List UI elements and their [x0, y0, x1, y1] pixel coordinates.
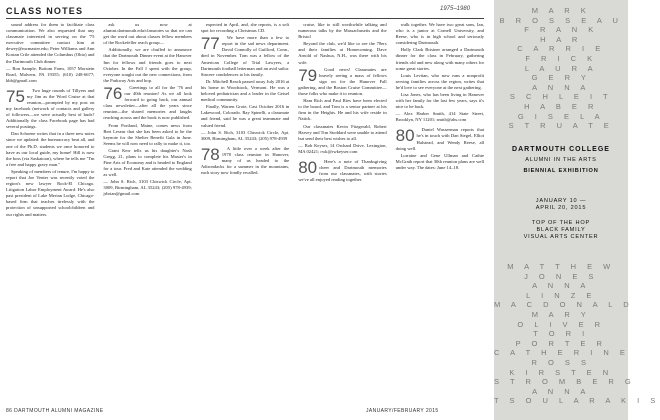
artist-name: B R O S S E A U — [499, 15, 623, 25]
page-footer-right: JANUARY/FEBRUARY 2015 — [366, 408, 439, 414]
paragraph: Ham Rich and Paul Ries have been elected to the board, and Tom is a senior partner at his firm in the Heights. He and his wife reside in Natick. — [298, 98, 387, 122]
paragraph: Daniel Wasserman reports that he's in touch with Dan Siegel, Elliot Halstead, and Wendy Reese, all doing well. — [395, 127, 485, 151]
artist-name: F R I C K — [525, 53, 597, 63]
header-divider — [6, 18, 484, 19]
paragraph: Dr. Mitchell Reach passed away July 2016 at his home in Woodstock, Vermont. He was a beloved pediatrician and a leader in the Geisel medical community. — [200, 78, 290, 103]
class-secretary-signature: — Ron Sample, Bottom Farm, 1057 Morstein Road, Malvern, PA 19355; (610) 248-6677; kbb@gmail.com — [6, 65, 95, 83]
artist-name: F R A N K — [524, 25, 598, 35]
class-notes-columns — [6, 22, 484, 400]
date-line: APRIL 20, 2015 — [535, 205, 587, 211]
paragraph: ask us now at alumni.dartmouth.edu/classnotes so that we can get the word out about classes fellow members of the Rockefeller reach group— — [103, 22, 192, 46]
date-line: JANUARY 10 — — [535, 198, 587, 204]
artist-name: H A R — [540, 34, 582, 44]
paragraph: Lorraine and Gene Ullman and Cathie McGrath report that 30th reunion plans are well under way. The dates: June 14–18. — [395, 152, 485, 170]
college-name: DARTMOUTH COLLEGE — [512, 146, 610, 153]
class-year-numeral: 76 — [103, 83, 123, 103]
exhibition-venue — [494, 220, 628, 241]
artist-name: A N N A — [532, 281, 590, 291]
paragraph: Two huge rounds of Tillyers and my Jim as the Word Cruise at that reunion—prompted by my post on my facebook (network of contacts and gallery of followers—we were actually best of buds? Additionally the class Facebook page has had several postings. — [6, 87, 95, 130]
artist-name: C A R R I E — [517, 44, 605, 54]
paragraph: We have more than a few to report in the sad news department. David Connolly of Guilford, Conn., died in November. Tom was a fellow of the American College of Trial Lawyers, a Dartmouth football letterman and an avid sailor. Sincere condolences to his family. — [200, 35, 290, 77]
paragraph: Good news! Classmates are bravely seeing a mass of fellows sign on for the Hanover Fall gathering, and the Boston Cruise Committee—those folks who make it to reunion. — [298, 66, 387, 97]
artist-name: A N N A — [532, 82, 590, 92]
venue-line: VISUAL ARTS CENTER — [523, 234, 599, 240]
artist-name: L A U R A — [524, 63, 598, 73]
class-secretary-signature: — John S. Rich, 3103 Chiswick Circle, Apt. 3009, Birmingham, AL 35243; (205) 978-4939; jrbrian@gmail.com — [103, 179, 192, 197]
paragraph: Speaking of members of tenure, I'm happy to report that Joe Venter was recently voted the region's new lawyer Rock-El Chicago. Litigation Labor Employment Award. He's also past president of Lake Merian Lodge, Chicago-based firm that teaches tirelessly with the protection of unsupported schoolchildren and our rights and matters. — [6, 168, 95, 217]
class-secretary-signature: — John S. Rich, 3103 Chiswick Circle, Apt. 3009, Birmingham, AL 35243; (205) 978-4939 — [200, 129, 290, 141]
class-secretary-signature: — Alex Harker Smith, 414 State Street, Brooklyn, NY 11201; smith@ahs.com — [395, 111, 485, 123]
class-year-numeral: 77 — [200, 34, 220, 54]
paragraph: expected in April, and, she reports, is a soft spot for recording a Christmas CD. — [200, 22, 290, 34]
artist-name: L I N Z E — [526, 290, 596, 300]
column-1 — [6, 22, 94, 400]
class-year-numeral: 79 — [298, 65, 318, 85]
artist-name: T S O U L A R A K I S — [494, 396, 660, 406]
paragraph: Beyond the club, we'd like to see the 78ers and their families at Homecoming. Dave Arnold of Nashua, N.H., was there with his wife. — [298, 41, 387, 65]
column-4 — [298, 22, 386, 400]
paragraph: Dan Schoene writes that in a three new notes since we updated: the bureaucracy beat all, and one of the Ph.D. students we once honored to have as our local guide, my home! Hill is now the boss (via Saskatoon), where he tells me "I'm a free and happy gravy man." — [6, 131, 95, 167]
artist-name: M A R Y — [531, 309, 591, 319]
artist-name: H A B E R — [524, 101, 598, 111]
venue-line: TOP OF THE HOP — [531, 220, 591, 226]
artist-name: T O R I — [533, 329, 589, 339]
class-years: 1975–1980 — [440, 6, 471, 12]
class-secretary-signature: — Bob Keyser, 14 Orchard Drive, Lexington, MA 02421; rwk@rwkeyser.com — [298, 142, 387, 154]
artist-names-bottom — [494, 262, 660, 406]
artist-name: O L I V E R — [517, 319, 605, 329]
artist-name: C A T H E R I N E — [494, 348, 630, 358]
artist-name: M A C D O N A L D — [494, 300, 634, 310]
paragraph: Greetings to all for the '76 and our 40th reunion! As we all look forward to going back, our annual class newsletter—after all the years since reunion—the shared memories and laughs reaching across and the book is now published. — [103, 84, 192, 121]
exhibition-title: BIENNIAL EXHIBITION — [523, 168, 599, 174]
paragraph: cruise, like to still worthwhile talking and numerous talks by the Massachusetts and the Bristol — [298, 22, 387, 40]
exhibition-subtitle: ALUMNI IN THE ARTS — [525, 157, 597, 163]
paragraph: Here's a note of Thanksgiving cheer and Dartmouth memories from our classmates, with stories we've all enjoyed reading together. — [298, 158, 387, 183]
paragraph: Finally, Warren Grote, Cast October 2016 in Lakewood, Colorado. Ray Spinelli, a classmate and friend, said he was a great teammate and valued friend. — [200, 104, 290, 128]
class-year-numeral: 75 — [6, 86, 25, 106]
artist-name: M A T T H E W — [507, 262, 615, 271]
artist-names-top — [494, 6, 628, 131]
artist-name: J O N E S — [524, 271, 598, 281]
paragraph: Additionally, we are chuffed to announce that the Dartmouth Dinner event at the Hanover Inn for fellows and friends goes to next October. In the Fall I spent with the group, everyone sought out the new connections, from the Parkway Arts and hop. — [103, 47, 192, 83]
column-3 — [201, 22, 289, 400]
artist-name: A N N A — [532, 386, 590, 396]
paragraph: Holly Clark Brisiner arranged a Dartmouth dinner for the class in February, gathering friends old and new along with many others for some great stories. — [395, 47, 485, 71]
paragraph: walk together. We have two great sons, Ian, who is a junior at Cornell University, and Reese, who is in high school and seriously considering Dartmouth. — [395, 22, 485, 46]
artist-name: S T R U A T E — [508, 121, 614, 131]
artist-name: S C H L E I T — [509, 92, 613, 102]
section-title: CLASS NOTES — [6, 6, 84, 16]
paragraph: sound address for them to facilitate class communication. We also requested that any classmate interested in serving on the '75 executive committee contact him at dewey@mcmaster.edu; Peter Williams and Ann Kostan Crile attended the Columbus (Ohio) and the Dartmouth Club dinner. — [6, 22, 95, 64]
class-year-numeral: 80 — [298, 157, 318, 177]
paragraph: Grant Kerr tells us his daughter's Nash Gregg, 21, plans to complete his Master's in Fine Arts of Economy and is headed to England for a tour. Fred and Kate attended the wedding as well. — [103, 147, 192, 178]
paragraph: From Portland, Maine, comes news from Bert Leseur that she has been asked to be the keynote for the Shelter Benefit Gala in June. Seems he will now need to rally to make it, too. — [103, 122, 192, 146]
artist-name: S T R O M B E R G — [494, 377, 636, 387]
column-5 — [396, 22, 484, 400]
artist-name: P O R T E R — [515, 338, 607, 348]
page-footer-left: 86 DARTMOUTH ALUMNI MAGAZINE — [6, 408, 104, 414]
venue-line: BLACK FAMILY — [536, 227, 586, 233]
class-year-numeral: 80 — [395, 126, 415, 146]
paragraph: Lisa Jones, who has been living in Hanover with her family for the last few years, says it's nice to be back. — [395, 92, 485, 110]
class-year-numeral: 78 — [200, 144, 220, 164]
artist-name: K I R S T E N — [509, 367, 613, 377]
artist-name: G I S E L A — [517, 111, 605, 121]
paragraph: A little over a week after the 1978 class reunion in Hanover, many of us headed to the Adirondacks for a summer in the mountains, each story now fondly recalled. — [200, 145, 290, 175]
paragraph: Our classmates Kevin Fitzgerald, Robert Harvey and Tim Stoddard were unable to attend but send their best wishes to all. — [298, 123, 387, 141]
column-2 — [103, 22, 191, 400]
artist-name: G E R Y — [531, 73, 591, 83]
exhibition-advertisement — [494, 0, 660, 420]
exhibition-dates — [494, 198, 628, 212]
artist-name: M A R K — [531, 6, 591, 15]
paragraph: Louis Levitan, who now runs a nonprofit serving families across the region, writes that he'd love to see everyone at the next gathering. — [395, 72, 485, 90]
artist-name: R O S S — [531, 357, 591, 367]
